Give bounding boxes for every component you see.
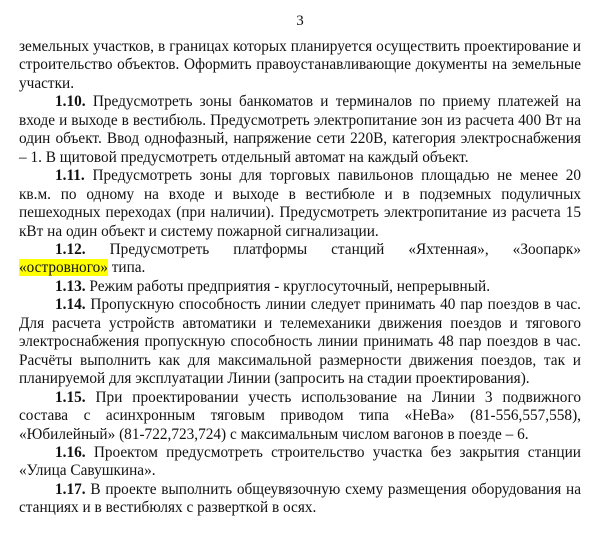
paragraph-text: Режим работы предприятия - круглосуточный, непрерывный. <box>85 277 491 295</box>
paragraph-1-14 <box>19 296 581 388</box>
paragraph-text: Предусмотреть платформы станций «Яхтенная», «Зоопарк» <box>85 240 581 258</box>
paragraph-1-17 <box>19 481 581 518</box>
clause-number: 1.16. <box>55 443 86 461</box>
paragraph-text: Пропускную способность линии следует принимать 40 пар поездов в час. Для расчета устройств автоматики и телемеханики движения поездов и тягового электроснабжения пропускную способность линии принимать 48 пар поездов в час. Расчёты выполнить как для максимальной размерности движения поездов, так и планируемой для эксплуатации Линии (запросить на стадии проектирования). <box>19 296 581 388</box>
paragraph-1-13 <box>19 278 581 296</box>
paragraph-1-16 <box>19 444 581 481</box>
highlighted-term: «островного» <box>19 259 108 277</box>
paragraph-1-11 <box>19 167 581 241</box>
clause-number: 1.11. <box>55 167 85 185</box>
paragraph-text: Предусмотреть зоны для торговых павильонов площадью не менее 20 кв.м. по одному на входе и выходе в вестибюле и в подземных подуличных пешеходных переходах (при наличии). Предусмотреть электропитание из расчета 15 кВт на один объект и систему пожарной сигнализации. <box>19 167 581 240</box>
paragraph-text: Предусмотреть зоны банкоматов и терминалов по приему платежей на входе и выходе в вестибюль. Предусмотреть электропитание зон из расчета 400 Вт на один объект. Ввод однофазный, напряжение сети 220В, категория электроснабжения – 1. В щитовой предусмотреть отдельный автомат на каждый объект. <box>19 93 581 166</box>
paragraph-text: типа. <box>107 259 146 277</box>
page-number: 3 <box>296 13 304 29</box>
clause-number: 1.17. <box>55 480 86 498</box>
clause-number: 1.14. <box>55 296 86 314</box>
paragraph-text: При проектировании учесть использование на Линии 3 подвижного состава с асинхронным тяговым приводом типа «НеВа» (81-556,557,558), «Юбилейный» (81-722,723,724) с максимальным числом вагонов в поезде – 6. <box>19 388 581 443</box>
clause-number: 1.10. <box>55 93 86 111</box>
clause-number: 1.15. <box>55 388 86 406</box>
clause-number: 1.13. <box>55 277 86 295</box>
paragraph-text: земельных участков, в границах которых планируется осуществить проектирование и строительство объектов. Оформить правоустанавливающие документы на земельные участки. <box>19 38 581 92</box>
paragraph-1-12-line1 <box>19 241 581 259</box>
paragraph-1-10 <box>19 93 581 167</box>
clause-number: 1.12. <box>55 240 86 258</box>
paragraph-text: Проектом предусмотреть строительство участка без закрытия станции «Улица Савушкина». <box>19 443 581 480</box>
paragraph-continuation <box>19 38 581 93</box>
document-body <box>19 38 581 518</box>
paragraph-text: В проекте выполнить общеувязочную схему размещения оборудования на станциях и в вестибюлях с разверткой в осях. <box>19 480 581 517</box>
paragraph-1-12-line2 <box>19 259 581 277</box>
paragraph-1-15 <box>19 389 581 444</box>
